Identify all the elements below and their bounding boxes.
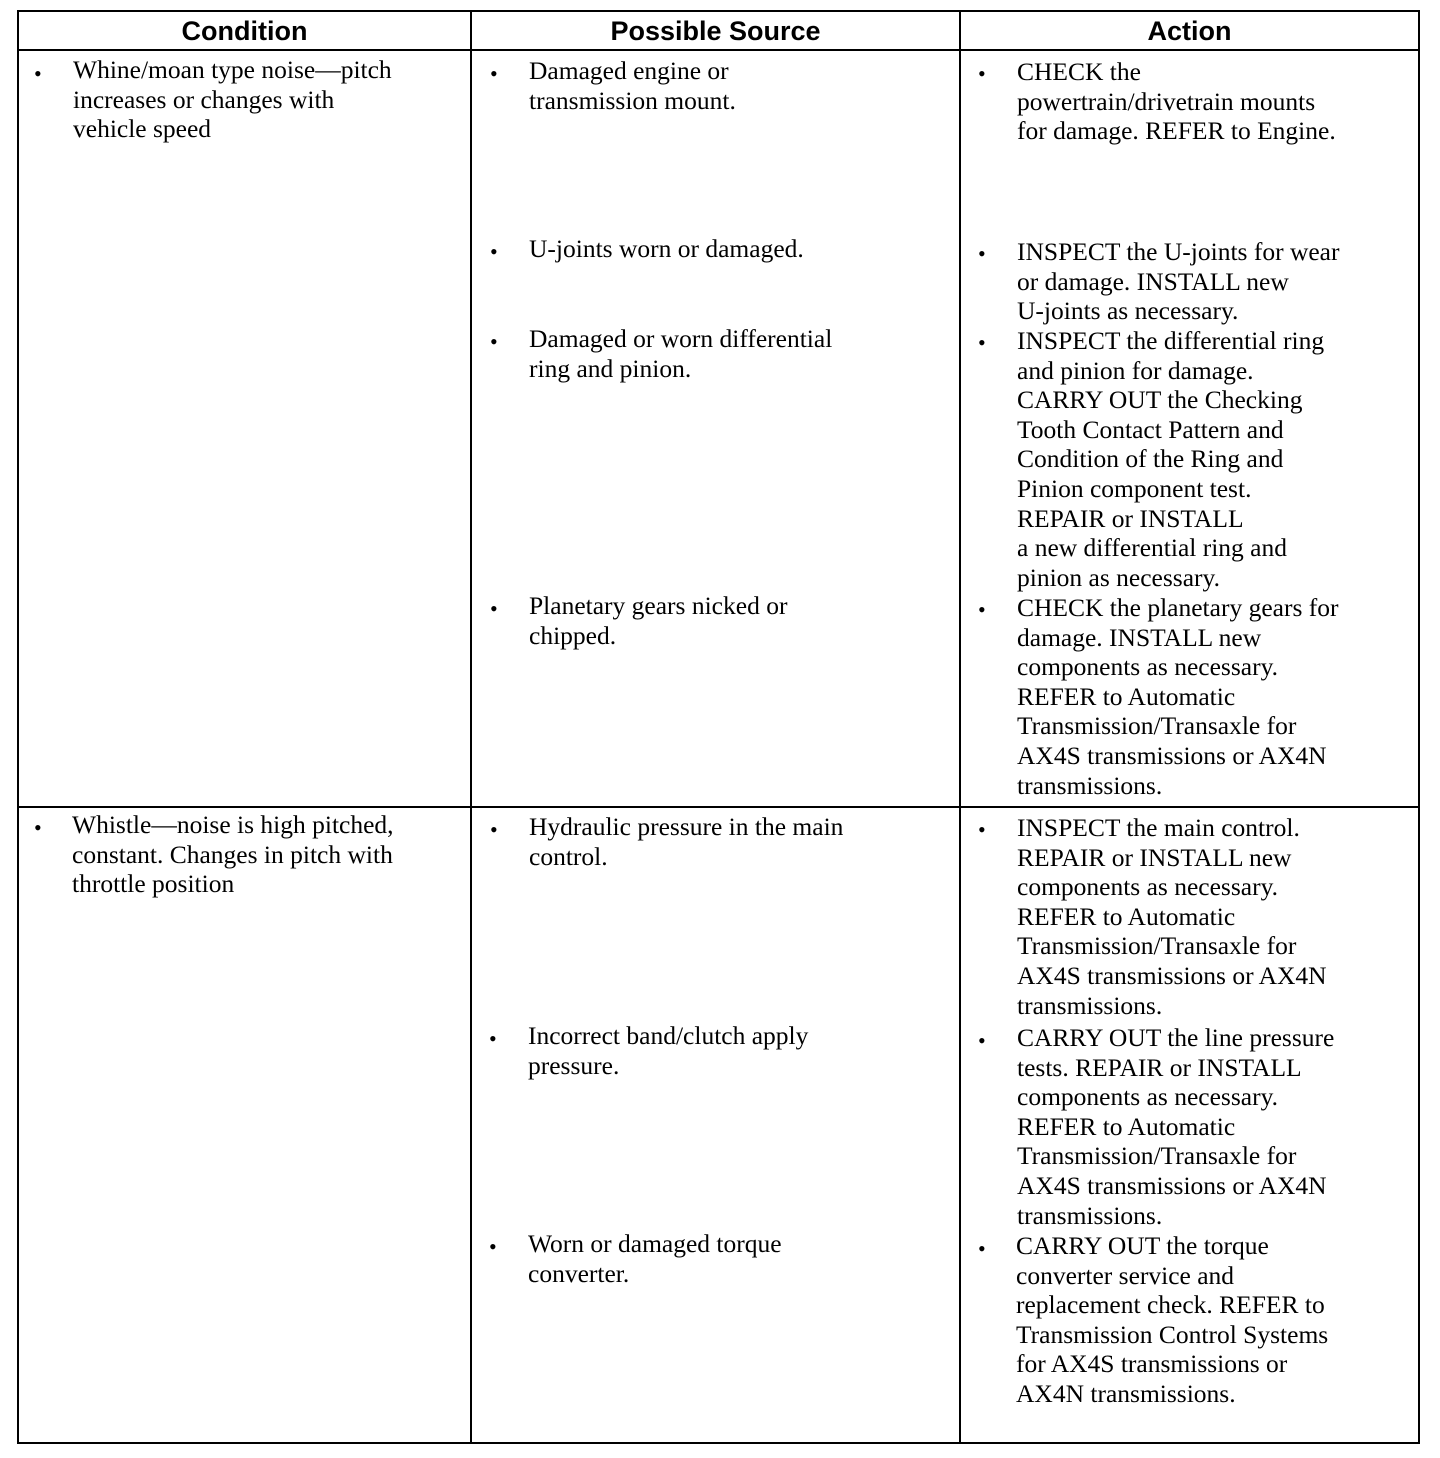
bullet-icon: • [490, 61, 498, 86]
bullet-icon: • [978, 330, 986, 355]
bullet-icon: • [489, 1234, 497, 1259]
bullet-icon: • [490, 239, 498, 264]
bullet-icon: • [978, 61, 986, 86]
bullet-icon: • [490, 817, 498, 842]
bullet-icon: • [490, 596, 498, 621]
condition-text: Whistle—noise is high pitched, constant. Changes in pitch with throttle position [72, 810, 394, 899]
row-divider [17, 806, 1420, 808]
bullet-icon: • [490, 329, 498, 354]
action-text: INSPECT the U-joints for wear or damage. INSTALL new U-joints as necessary. [1017, 237, 1340, 326]
source-text: Planetary gears nicked or chipped. [529, 591, 788, 650]
bullet-icon: • [34, 815, 42, 840]
bullet-icon: • [978, 241, 986, 266]
source-text: U-joints worn or damaged. [529, 234, 804, 263]
header-possible-source: Possible Source [610, 15, 821, 46]
bullet-icon: • [978, 597, 986, 622]
source-text: Incorrect band/clutch apply pressure. [528, 1021, 809, 1080]
column-divider-2 [959, 10, 961, 1444]
action-text: CHECK the planetary gears for damage. INSTALL new components as necessary. REFER to Automatic Transmission/Transaxle for AX4S transmissions or AX4N transmissions. [1017, 593, 1339, 800]
column-divider-1 [470, 10, 472, 1444]
action-text: CHECK the powertrain/drivetrain mounts for damage. REFER to Engine. [1017, 57, 1336, 146]
action-text: CARRY OUT the torque converter service and replacement check. REFER to Transmission Control Systems for AX4S transmissions or AX4N transmissions. [1016, 1231, 1329, 1408]
source-text: Hydraulic pressure in the main control. [529, 812, 844, 871]
condition-text: Whine/moan type noise—pitch increases or changes with vehicle speed [73, 55, 392, 144]
bullet-icon: • [978, 817, 986, 842]
action-text: INSPECT the main control. REPAIR or INSTALL new components as necessary. REFER to Automatic Transmission/Transaxle for AX4S transmissions or AX4N transmissions. [1017, 813, 1327, 1020]
bullet-icon: • [34, 61, 42, 86]
source-text: Damaged or worn differential ring and pinion. [529, 324, 833, 383]
bullet-icon: • [489, 1026, 497, 1051]
bullet-icon: • [978, 1236, 986, 1261]
source-text: Damaged engine or transmission mount. [529, 56, 736, 115]
header-action: Action [1147, 15, 1232, 46]
header-condition: Condition [181, 15, 308, 46]
source-text: Worn or damaged torque converter. [528, 1229, 782, 1288]
action-text: CARRY OUT the line pressure tests. REPAIR or INSTALL components as necessary. REFER to Automatic Transmission/Transaxle for AX4S transmissions or AX4N transmissions. [1017, 1023, 1335, 1230]
action-text: INSPECT the differential ring and pinion for damage. CARRY OUT the Checking Tooth Contact Pattern and Condition of the Ring and Pinion component test. REPAIR or INSTALL a new differential ring and pinion as necessary. [1017, 326, 1325, 592]
bullet-icon: • [978, 1028, 986, 1053]
